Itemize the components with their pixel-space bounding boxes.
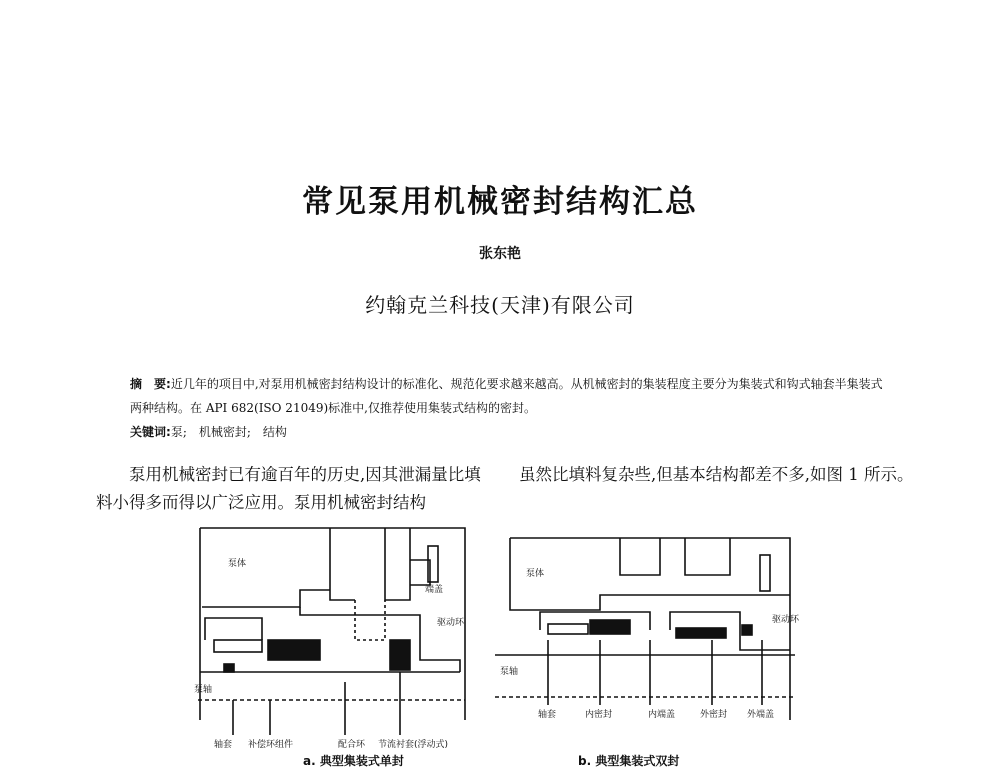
fig-b-label-shaft: 泵轴 xyxy=(500,667,519,677)
fig-a-label-sleeve: 轴套 xyxy=(214,740,233,750)
fig-a-label-mating-ring: 配合环 xyxy=(338,740,366,750)
paper-title: 常见泵用机械密封结构汇总 xyxy=(302,184,698,220)
fig-a-label-throttle-bushing: 节流衬套(浮动式) xyxy=(378,740,449,750)
fig-b-label-inner-seal: 内密封 xyxy=(585,710,613,720)
affiliation: 约翰克兰科技(天津)有限公司 xyxy=(365,293,635,317)
fig-a-label-shaft: 泵轴 xyxy=(194,685,213,695)
keywords-label: 关键词: xyxy=(130,425,171,439)
fig-b-label-outer-gland: 外端盖 xyxy=(747,710,775,720)
fig-b-label-sleeve: 轴套 xyxy=(538,710,557,720)
fig-a-label-drive-ring: 驱动环 xyxy=(437,618,465,628)
fig-a-label-comp-ring: 补偿环组件 xyxy=(248,740,294,750)
fig-a-label-pump-body: 泵体 xyxy=(228,559,247,569)
body-column-left: 泵用机械密封已有逾百年的历史,因其泄漏量比填料小得多而得以广泛应用。泵用机械密封结构 xyxy=(96,465,481,512)
abstract-text: 近几年的项目中,对泵用机械密封结构设计的标准化、规范化要求越来越高。从机械密封的集装程度主要分为集装式和钩式轴套半集装式两种结构。在 API 682(ISO 21049)标准中,仅推荐使用集装式结构的密封。 xyxy=(130,377,883,415)
fig-a-label-gland: 端盖 xyxy=(425,585,444,595)
fig-b-label-pump-body: 泵体 xyxy=(526,569,545,579)
fig-b-caption: b. 典型集装式双封 xyxy=(578,754,680,768)
abstract-label: 摘 要: xyxy=(130,377,171,391)
fig-b-label-drive-ring: 驱动环 xyxy=(772,615,800,625)
body-column-right: 虽然比填料复杂些,但基本结构都差不多,如图 1 所示。 xyxy=(519,465,914,484)
fig-a-caption: a. 典型集装式单封 xyxy=(303,754,404,768)
keywords-text: 泵; 机械密封; 结构 xyxy=(170,425,287,439)
fig-b-label-outer-seal: 外密封 xyxy=(700,710,728,720)
author: 张东艳 xyxy=(479,246,521,262)
fig-b-label-inner-gland: 内端盖 xyxy=(648,710,676,720)
